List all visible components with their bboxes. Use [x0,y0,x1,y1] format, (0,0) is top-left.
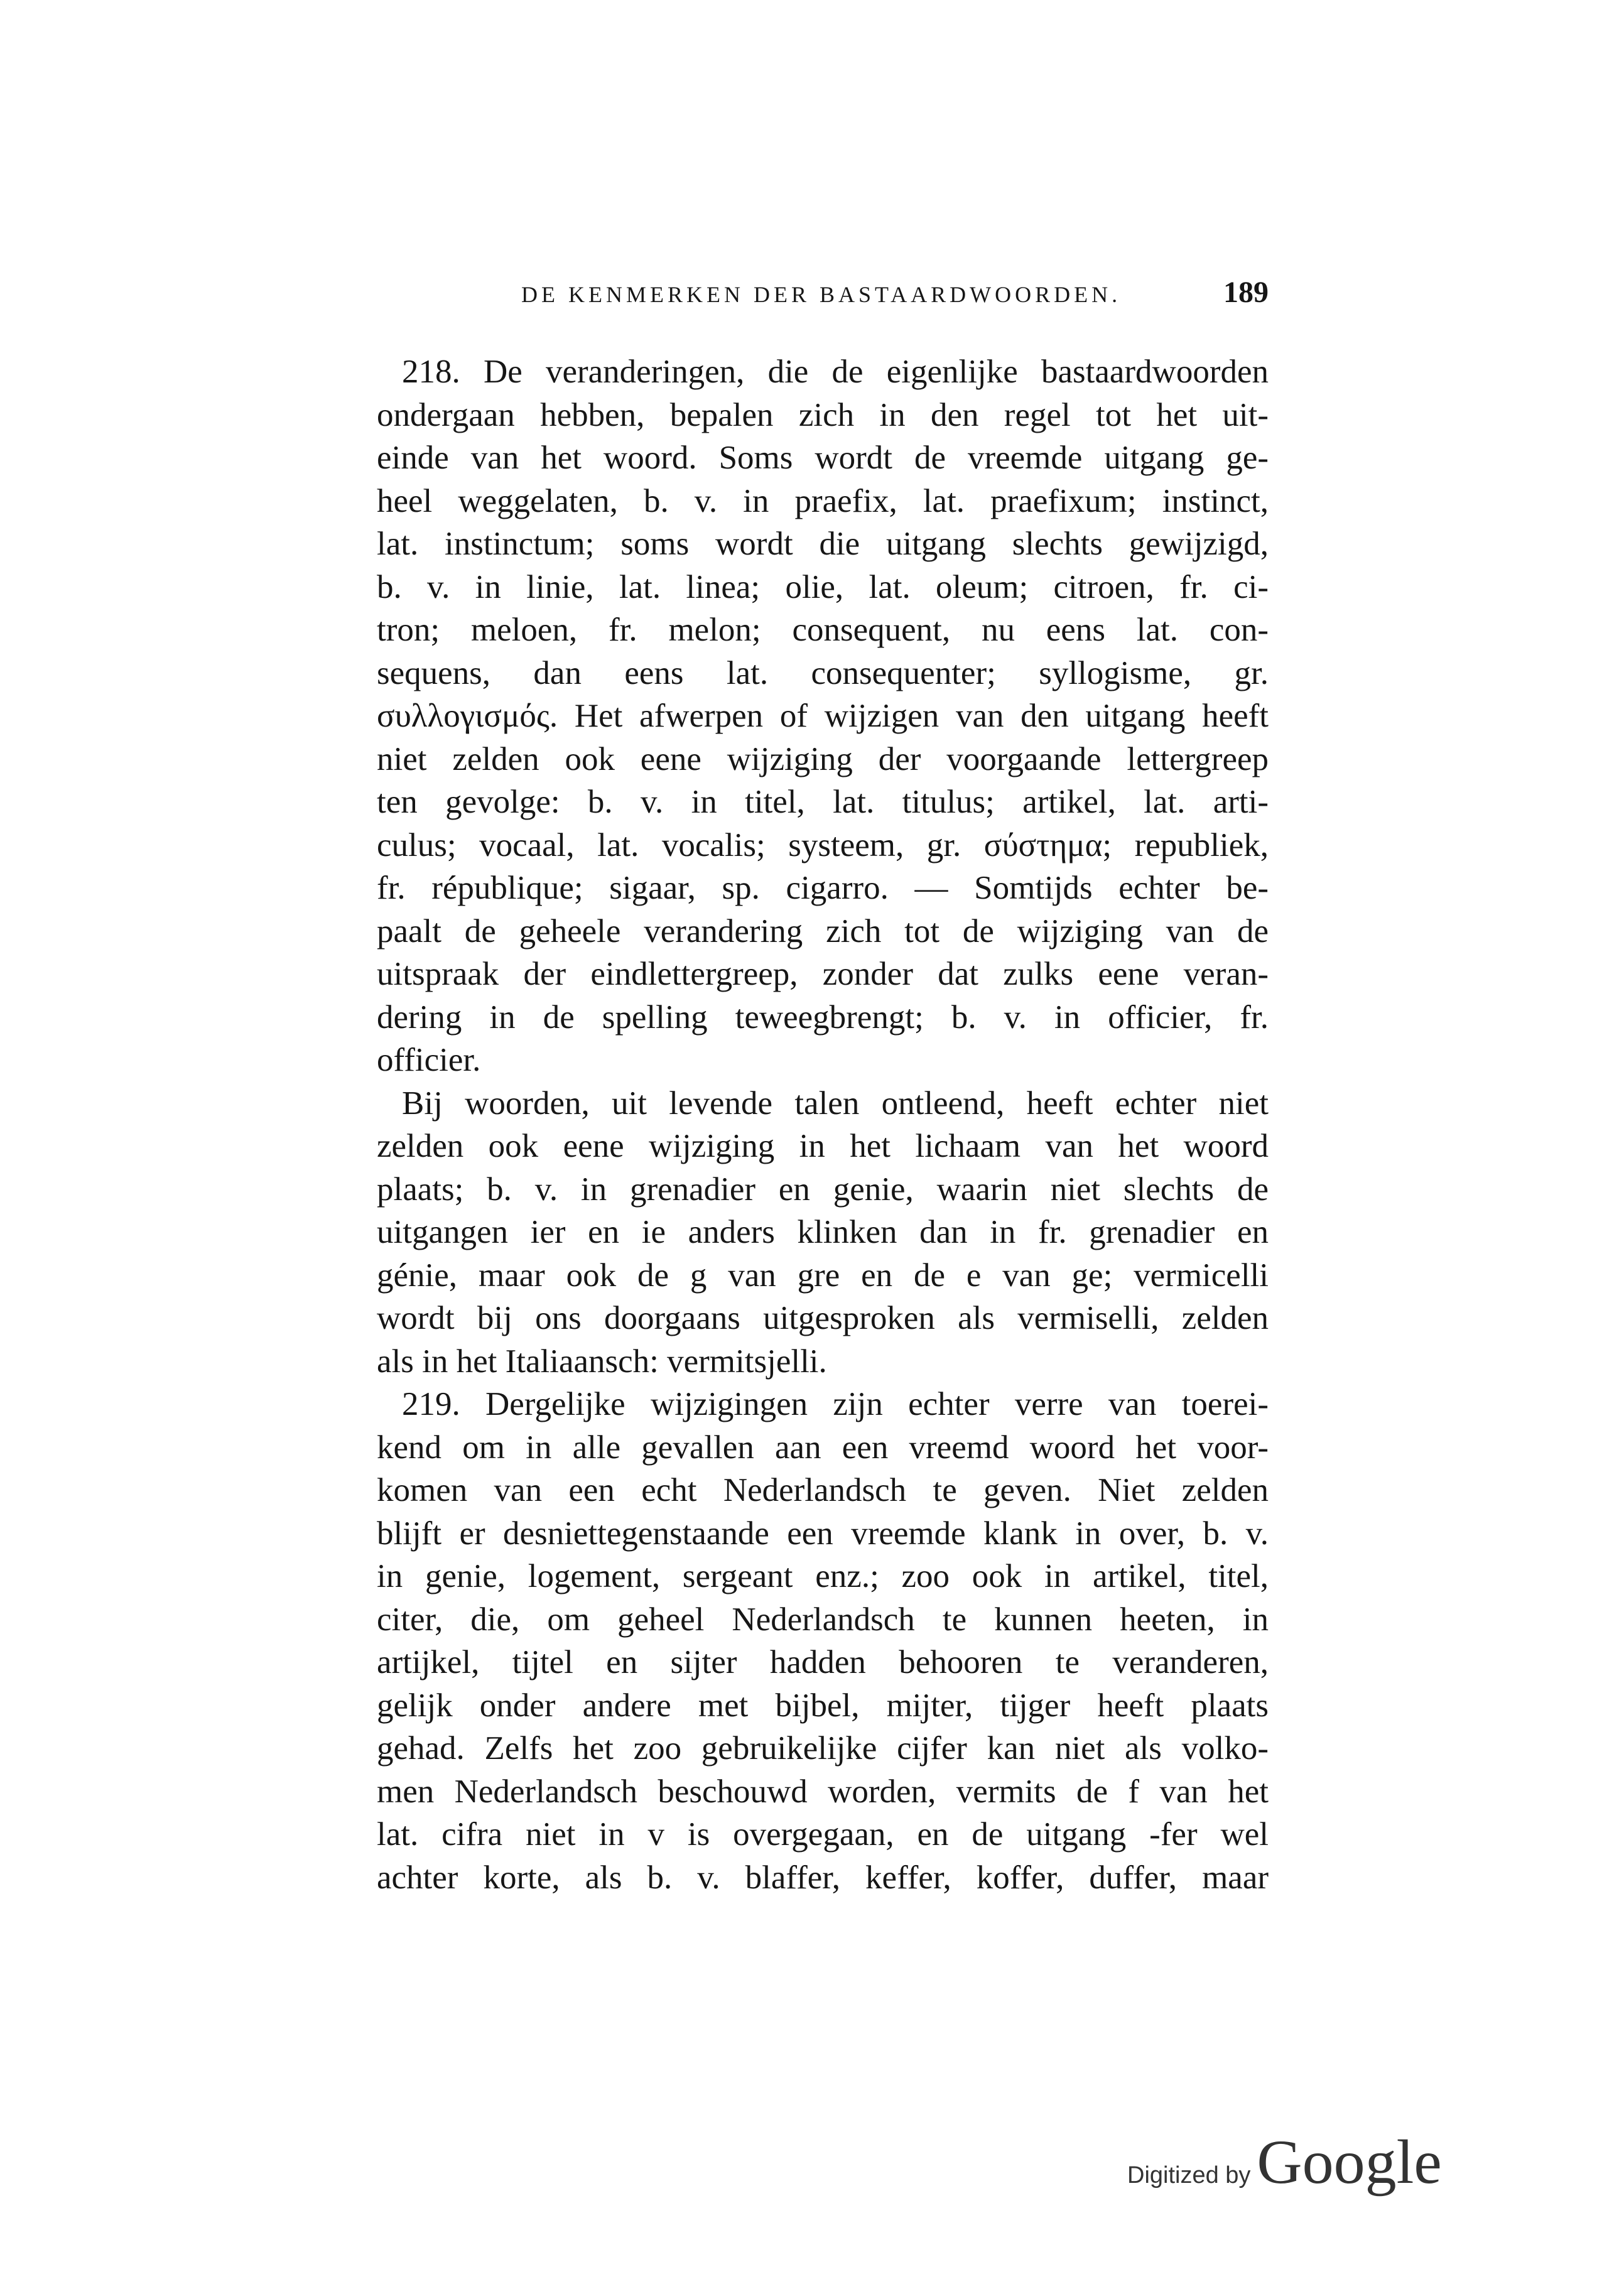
text-line: gelijk onder andere met bijbel, mijter, tijger heeft plaats [377,1687,1269,1724]
text-line: συλλογισμός. Het afwerpen of wijzigen van den uitgang heeft [377,698,1269,734]
text-line: komen van een echt Nederlandsch te geven. Niet zelden [377,1472,1269,1508]
text-line: artijkel, tijtel en sijter hadden behooren te veranderen, [377,1644,1269,1680]
text-line: paalt de geheele verandering zich tot de wijziging van de [377,912,1269,950]
text-line: tron; meloen, fr. melon; consequent, nu eens lat. con- [377,612,1269,648]
text-line: uitgangen ier en ie anders klinken dan in fr. grenadier en [377,1214,1269,1250]
text-line: als in het Italiaansch: vermitsjelli. [377,1343,827,1380]
text-line: 218. De veranderingen, die de eigenlijke bastaardwoorden [402,354,1269,390]
text-line: gehad. Zelfs het zoo gebruikelijke cijfer kan niet als volko- [377,1730,1269,1767]
text-line: uitspraak der eindlettergreep, zonder dat zulks eene veran- [377,956,1269,992]
text-line: lat. cifra niet in v is overgegaan, en de uitgang -fer wel [377,1816,1269,1853]
page-number: 189 [1223,276,1269,309]
text-line: Bij woorden, uit levende talen ontleend, heeft echter niet [402,1085,1269,1122]
text-line: kend om in alle gevallen aan een vreemd woord het voor- [377,1429,1269,1466]
text-line: zelden ook eene wijziging in het lichaam van het woord [377,1128,1269,1164]
text-line: in genie, logement, sergeant enz.; zoo ook in artikel, titel, [377,1558,1269,1594]
google-logo: Google [1257,2127,1442,2197]
text-line: lat. instinctum; soms wordt die uitgang slechts gewijzigd, [377,526,1269,562]
text-line: ten gevolge: b. v. in titel, lat. titulus; artikel, lat. arti- [377,784,1269,820]
digitized-by-label: Digitized by [1127,2162,1251,2189]
digitized-by-google-watermark [1127,2126,1442,2198]
text-line: dering in de spelling teweegbrengt; b. v. in officier, fr. [377,998,1269,1036]
text-line: niet zelden ook eene wijziging der voorgaande lettergreep [377,740,1269,777]
text-line: achter korte, als b. v. blaffer, keffer, koffer, duffer, maar [377,1859,1269,1896]
page-header [377,275,1269,313]
text-line: sequens, dan eens lat. consequenter; syllogisme, gr. [377,654,1269,691]
running-head: DE KENMERKEN DER BASTAARDWOORDEN. [521,282,1122,307]
text-line: blijft er desniettegenstaande een vreemde klank in over, b. v. [377,1515,1269,1552]
text-line: heel weggelaten, b. v. in praefix, lat. praefixum; instinct, [377,482,1269,519]
text-line: fr. république; sigaar, sp. cigarro. — Somtijds echter be- [377,870,1269,906]
text-line: plaats; b. v. in grenadier en genie, waarin niet slechts de [377,1171,1269,1208]
text-line: wordt bij ons doorgaans uitgesproken als vermiselli, zelden [377,1300,1269,1336]
text-line: b. v. in linie, lat. linea; olie, lat. oleum; citroen, fr. ci- [377,568,1269,605]
text-line: citer, die, om geheel Nederlandsch te kunnen heeten, in [377,1601,1269,1638]
text-line: einde van het woord. Soms wordt de vreemde uitgang ge- [377,440,1269,476]
text-line: officier. [377,1042,481,1078]
text-line: men Nederlandsch beschouwd worden, vermits de f van het [377,1773,1269,1810]
text-line: génie, maar ook de g van gre en de e van ge; vermicelli [377,1257,1269,1294]
page-body [377,350,1269,1899]
text-line: culus; vocaal, lat. vocalis; systeem, gr. σύστημα; republiek, [377,826,1269,863]
text-line: 219. Dergelijke wijzigingen zijn echter verre van toerei- [402,1386,1269,1422]
text-line: ondergaan hebben, bepalen zich in den regel tot het uit- [377,396,1269,433]
